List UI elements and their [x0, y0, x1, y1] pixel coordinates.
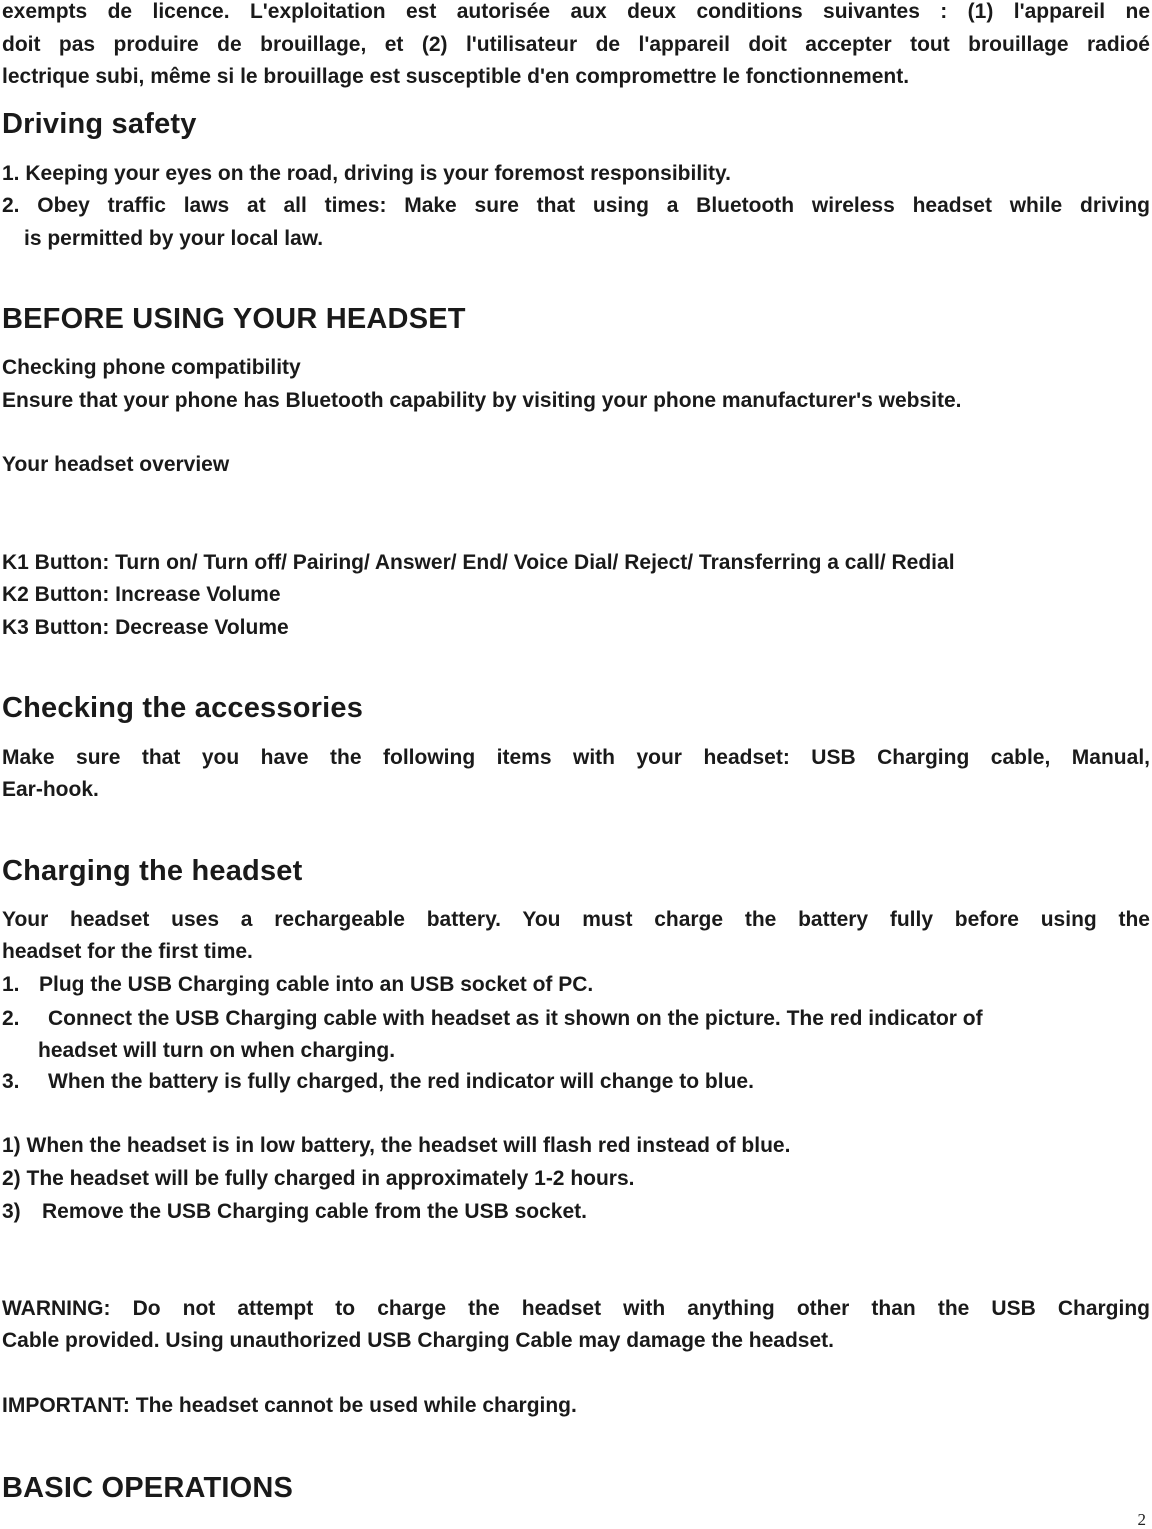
step-number: 1.: [2, 973, 20, 996]
intro-line-1: exempts de licence. L'exploitation est autorisée aux deux conditions suivantes : (1) l'appareil ne: [2, 0, 1150, 23]
before-using-heading: BEFORE USING YOUR HEADSET: [2, 303, 466, 335]
charging-note-2: 2) The headset will be fully charged in approximately 1-2 hours.: [2, 1167, 635, 1190]
step-text: When the battery is fully charged, the red indicator will change to blue.: [48, 1070, 754, 1093]
driving-safety-heading: Driving safety: [2, 108, 197, 140]
note-number: 3): [2, 1200, 21, 1223]
charging-step-1: [2, 973, 593, 997]
phone-compat-title: Checking phone compatibility: [2, 356, 301, 379]
warning-text: WARNING: Do not attempt to charge the headset with anything other than the USB Charging: [2, 1297, 1150, 1320]
step-text: Plug the USB Charging cable into an USB socket of PC.: [39, 973, 594, 996]
basic-operations-heading: BASIC OPERATIONS: [2, 1472, 294, 1504]
k1-button-desc: K1 Button: Turn on/ Turn off/ Pairing/ Answer/ End/ Voice Dial/ Reject/ Transferring a call/ Redial: [2, 551, 955, 574]
accessories-text-cont: Ear-hook.: [2, 778, 99, 801]
charging-intro: Your headset uses a rechargeable battery. You must charge the battery fully before using the: [2, 908, 1150, 931]
phone-compat-text: Ensure that your phone has Bluetooth capability by visiting your phone manufacturer's website.: [2, 389, 962, 412]
k3-button-desc: K3 Button: Decrease Volume: [2, 616, 289, 639]
driving-item-2: 2. Obey traffic laws at all times: Make sure that using a Bluetooth wireless headset while driving: [2, 194, 1150, 217]
charging-heading: Charging the headset: [2, 855, 303, 887]
accessories-heading: Checking the accessories: [2, 692, 364, 724]
charging-step-2: [2, 1007, 1150, 1031]
charging-note-3: [2, 1200, 587, 1224]
charging-step-2-cont: headset will turn on when charging.: [38, 1039, 396, 1062]
charging-step-3: [2, 1070, 754, 1094]
intro-line-2: doit pas produire de brouillage, et (2) l'utilisateur de l'appareil doit accepter tout brouillage radioé: [2, 33, 1150, 56]
note-text: Remove the USB Charging cable from the USB socket.: [42, 1200, 587, 1223]
charging-note-1: 1) When the headset is in low battery, the headset will flash red instead of blue.: [2, 1134, 791, 1157]
step-number: 3.: [2, 1070, 20, 1093]
driving-item-2-cont: is permitted by your local law.: [24, 227, 324, 250]
charging-intro-cont: headset for the first time.: [2, 940, 253, 963]
accessories-text: Make sure that you have the following items with your headset: USB Charging cable, Manual,: [2, 746, 1150, 769]
headset-overview-title: Your headset overview: [2, 453, 230, 476]
driving-item-1: 1. Keeping your eyes on the road, driving is your foremost responsibility.: [2, 162, 731, 185]
intro-line-3: lectrique subi, même si le brouillage est susceptible d'en compromettre le fonctionnement.: [2, 65, 910, 88]
important-note: IMPORTANT: The headset cannot be used while charging.: [2, 1394, 577, 1417]
step-text: Connect the USB Charging cable with headset as it shown on the picture. The red indicator of: [48, 1007, 983, 1030]
step-number: 2.: [2, 1007, 20, 1030]
k2-button-desc: K2 Button: Increase Volume: [2, 583, 281, 606]
warning-text-cont: Cable provided. Using unauthorized USB Charging Cable may damage the headset.: [2, 1329, 834, 1352]
page-number: 2: [1137, 1510, 1146, 1529]
